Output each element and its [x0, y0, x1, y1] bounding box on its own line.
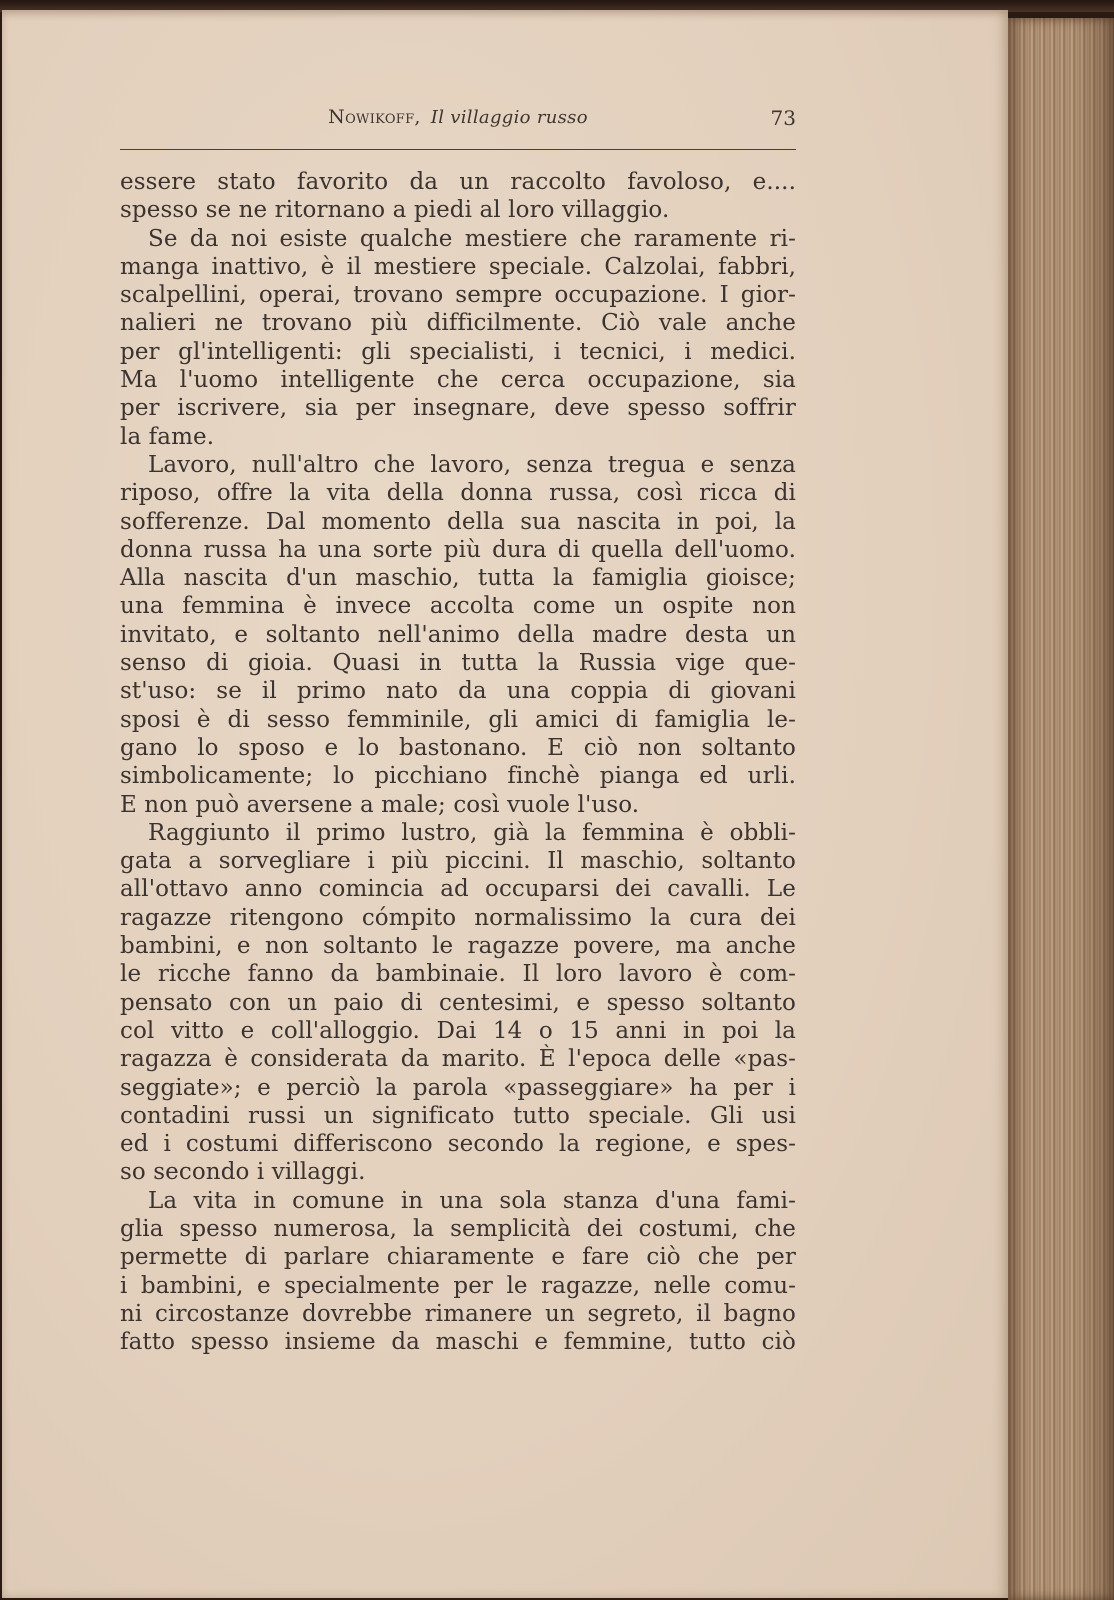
text-line: essere stato favorito da un raccolto favoloso, e....: [120, 169, 796, 195]
text-line: Alla nascita d'un maschio, tutta la famiglia gioisce;: [120, 565, 796, 592]
text-line: riposo, offre la vita della donna russa, così ricca di: [120, 480, 796, 507]
text-line: permette di parlare chiaramente e fare ciò che per: [120, 1244, 796, 1271]
text-line: Lavoro, null'altro che lavoro, senza tregua e senza: [148, 451, 796, 478]
text-line: seggiate»; e perciò la parola «passeggiare» ha per i: [120, 1074, 796, 1101]
text-line: donna russa ha una sorte più dura di quella dell'uomo.: [120, 536, 796, 563]
text-line: La vita in comune in una sola stanza d'una fami-: [148, 1187, 796, 1214]
text-line: per iscrivere, sia per insegnare, deve spesso soffrir: [120, 395, 796, 422]
text-line: Raggiunto il primo lustro, già la femmina è obbli-: [148, 819, 796, 846]
text-line: sofferenze. Dal momento della sua nascita in poi, la: [120, 508, 796, 535]
text-line: Ma l'uomo intelligente che cerca occupazione, sia: [120, 367, 796, 394]
text-line: una femmina è invece accolta come un ospite non: [120, 593, 796, 620]
text-line: glia spesso numerosa, la semplicità dei costumi, che: [120, 1215, 796, 1242]
text-line: ed i costumi differiscono secondo la regione, e spes-: [120, 1131, 796, 1158]
text-line: pensato con un paio di centesimi, e spesso soltanto: [120, 989, 796, 1016]
text-line: bambini, e non soltanto le ragazze povere, ma anche: [120, 933, 796, 960]
text-line: contadini russi un significato tutto speciale. Gli usi: [120, 1102, 796, 1129]
text-line: fatto spesso insieme da maschi e femmine, tutto ciò: [120, 1329, 796, 1356]
text-line: la fame.: [120, 423, 215, 450]
text-line: simbolicamente; lo picchiano finchè pianga ed urli.: [120, 763, 796, 790]
body-text: [120, 168, 796, 1356]
text-line: nalieri ne trovano più difficilmente. Ciò vale anche: [120, 310, 796, 337]
running-head-title: [120, 106, 796, 128]
text-line: per gl'intelligenti: gli specialisti, i tecnici, i medici.: [120, 338, 796, 365]
running-head-work: Il villaggio russo: [430, 107, 588, 128]
text-line: invitato, e soltanto nell'animo della madre desta un: [120, 621, 796, 648]
running-head: [120, 106, 796, 136]
text-line: ni circostanze dovrebbe rimanere un segreto, il bagno: [120, 1300, 796, 1327]
text-line: gata a sorvegliare i più piccini. Il maschio, soltanto: [120, 848, 796, 875]
page-edges-stack: [1008, 18, 1114, 1600]
text-line: ragazza è considerata da marito. È l'epoca delle «pas-: [120, 1046, 796, 1073]
text-line: E non può aversene a male; così vuole l'uso.: [120, 791, 640, 818]
text-line: le ricche fanno da bambinaie. Il loro lavoro è com-: [120, 961, 796, 988]
text-line: i bambini, e specialmente per le ragazze, nelle comu-: [120, 1272, 796, 1299]
text-line: senso di gioia. Quasi in tutta la Russia vige que-: [120, 650, 796, 677]
page-number: 73: [770, 106, 796, 130]
text-line: gano lo sposo e lo bastonano. E ciò non soltanto: [120, 734, 796, 761]
text-line: Se da noi esiste qualche mestiere che raramente ri-: [148, 225, 796, 252]
text-line: ragazze ritengono cómpito normalissimo la cura dei: [120, 904, 796, 931]
text-line: spesso se ne ritornano a piedi al loro villaggio.: [120, 197, 670, 224]
running-head-author: Nowikoff,: [328, 106, 421, 128]
text-line: all'ottavo anno comincia ad occuparsi dei cavalli. Le: [120, 876, 796, 903]
text-line: scalpellini, operai, trovano sempre occupazione. I gior-: [120, 282, 796, 309]
text-line: so secondo i villaggi.: [120, 1159, 366, 1186]
text-line: sposi è di sesso femminile, gli amici di famiglia le-: [120, 706, 796, 733]
text-line: st'uso: se il primo nato da una coppia di giovani: [120, 678, 796, 705]
text-line: col vitto e coll'alloggio. Dai 14 o 15 anni in poi la: [120, 1017, 796, 1044]
text-line: manga inattivo, è il mestiere speciale. Calzolai, fabbri,: [120, 253, 796, 280]
header-rule: [120, 149, 796, 150]
